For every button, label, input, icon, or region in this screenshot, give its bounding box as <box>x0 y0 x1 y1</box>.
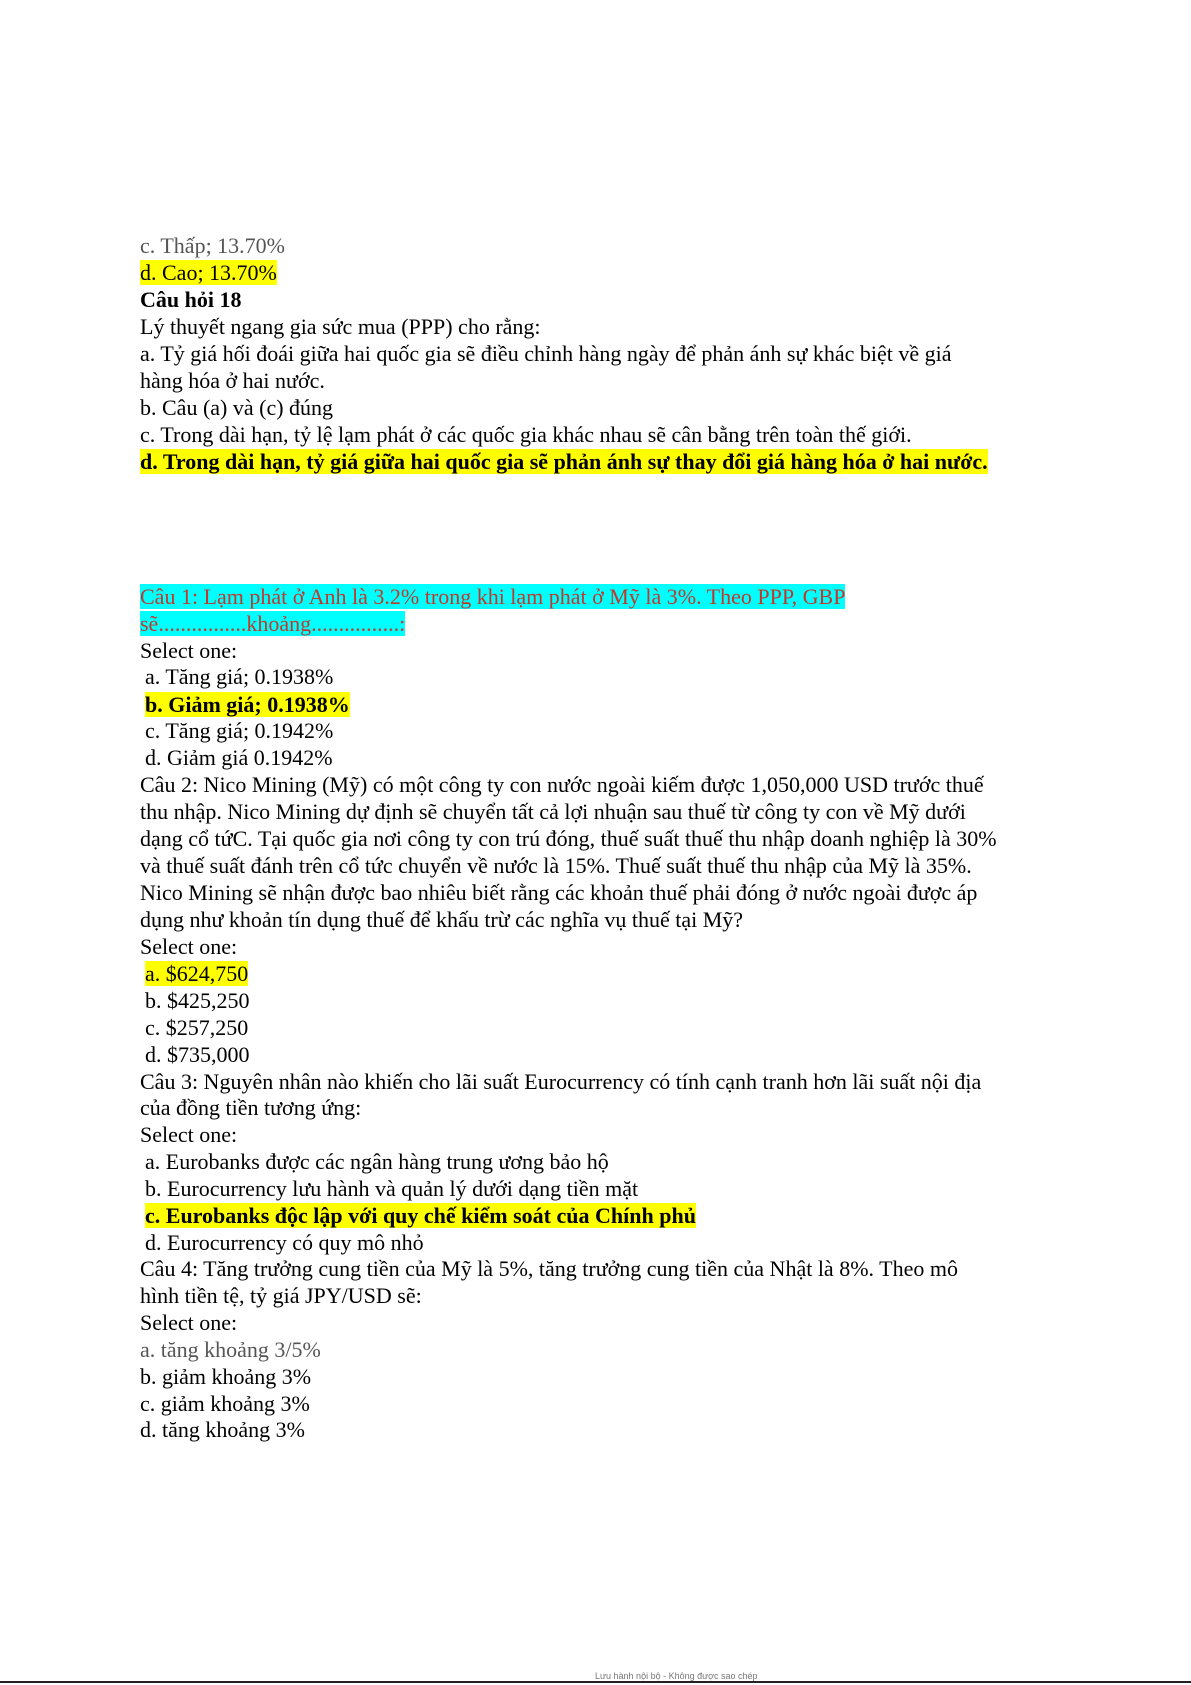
q18-option-a-line2: hàng hóa ở hai nước. <box>140 368 325 393</box>
q3-option-a: a. Eurobanks được các ngân hàng trung ương bảo hộ <box>145 1149 609 1174</box>
q18-option-a-line1: a. Tỷ giá hối đoái giữa hai quốc gia sẽ điều chỉnh hàng ngày để phản ánh sự khác biệt về giá <box>140 341 952 366</box>
q1-option-c: c. Tăng giá; 0.1942% <box>145 718 334 743</box>
q18-option-d-answer <box>140 448 988 475</box>
q1-option-a: a. Tăng giá; 0.1938% <box>145 664 334 689</box>
q4-select-label: Select one: <box>140 1310 238 1335</box>
q3-prompt-line1: Câu 3: Nguyên nhân nào khiến cho lãi suất Eurocurrency có tính cạnh tranh hơn lãi suất nội địa <box>140 1069 982 1094</box>
q1-prompt-line2: sẽ................khoảng................: <box>140 611 406 636</box>
q2-select-label: Select one: <box>140 934 238 959</box>
q3-prompt-line2: của đồng tiền tương ứng: <box>140 1095 362 1120</box>
q4-option-d: d. tăng khoảng 3% <box>140 1417 305 1442</box>
q4-prompt-line1: Câu 4: Tăng trưởng cung tiền của Mỹ là 5%, tăng trưởng cung tiền của Nhật là 8%. Theo mô <box>140 1256 958 1281</box>
question-18-title: Câu hỏi 18 <box>140 287 242 312</box>
q2-option-b: b. $425,250 <box>145 988 250 1013</box>
q3-option-d: d. Eurocurrency có quy mô nhỏ <box>145 1230 424 1255</box>
option-d-cao-answer <box>140 259 277 286</box>
q3-option-c-answer <box>145 1202 696 1229</box>
q3-select-label: Select one: <box>140 1122 238 1147</box>
q2-option-d: d. $735,000 <box>145 1042 250 1067</box>
q18-option-c: c. Trong dài hạn, tỷ lệ lạm phát ở các quốc gia khác nhau sẽ cân bằng trên toàn thế giới. <box>140 422 912 447</box>
q1-option-b-answer <box>145 691 350 718</box>
answer-highlight: b. Giảm giá; 0.1938% <box>145 692 350 717</box>
q2-prompt-line4: và thuế suất đánh trên cổ tức chuyển về nước là 15%. Thuế suất thuế thu nhập của Mỹ là 35%. <box>140 853 972 878</box>
q2-prompt-line3: dạng cổ tứC. Tại quốc gia nơi công ty con trú đóng, thuế suất thuế thu nhập doanh nghiệp là 30% <box>140 826 997 851</box>
answer-highlight: c. Eurobanks độc lập với quy chế kiểm soát của Chính phủ <box>145 1203 696 1228</box>
footer-divider <box>0 1681 1191 1683</box>
q2-option-a-answer <box>145 960 248 987</box>
q4-prompt-line2: hình tiền tệ, tỷ giá JPY/USD sẽ: <box>140 1283 422 1308</box>
q2-prompt-line6: dụng như khoản tín dụng thuế để khấu trừ các nghĩa vụ thuế tại Mỹ? <box>140 907 744 932</box>
q4-option-c: c. giảm khoảng 3% <box>140 1391 310 1416</box>
q1-prompt-line1: Câu 1: Lạm phát ở Anh là 3.2% trong khi lạm phát ở Mỹ là 3%. Theo PPP, GBP <box>140 584 846 609</box>
option-c-thap: c. Thấp; 13.70% <box>140 233 286 258</box>
q2-option-c: c. $257,250 <box>145 1015 249 1040</box>
answer-highlight: a. $624,750 <box>145 961 249 986</box>
q1-select-label: Select one: <box>140 638 238 663</box>
q3-option-b: b. Eurocurrency lưu hành và quản lý dưới dạng tiền mặt <box>145 1176 639 1201</box>
q4-option-b: b. giảm khoảng 3% <box>140 1364 312 1389</box>
q2-prompt-line2: thu nhập. Nico Mining dự định sẽ chuyển tất cả lợi nhuận sau thuế từ công ty con về Mỹ dưới <box>140 799 966 824</box>
footer-text: Lưu hành nội bộ - Không được sao chép <box>595 1671 758 1681</box>
q18-option-b: b. Câu (a) và (c) đúng <box>140 395 334 420</box>
q2-prompt-line5: Nico Mining sẽ nhận được bao nhiêu biết rằng các khoản thuế phải đóng ở nước ngoài được áp <box>140 880 978 905</box>
q1-option-d: d. Giảm giá 0.1942% <box>145 745 333 770</box>
answer-highlight: d. Trong dài hạn, tỷ giá giữa hai quốc gia sẽ phản ánh sự thay đổi giá hàng hóa ở hai nước. <box>140 449 988 474</box>
answer-highlight: d. Cao; 13.70% <box>140 260 277 285</box>
question-18-prompt: Lý thuyết ngang gia sức mua (PPP) cho rằng: <box>140 314 541 339</box>
q2-prompt-line1: Câu 2: Nico Mining (Mỹ) có một công ty con nước ngoài kiếm được 1,050,000 USD trước thuế <box>140 772 984 797</box>
q4-option-a: a. tăng khoảng 3/5% <box>140 1337 321 1362</box>
